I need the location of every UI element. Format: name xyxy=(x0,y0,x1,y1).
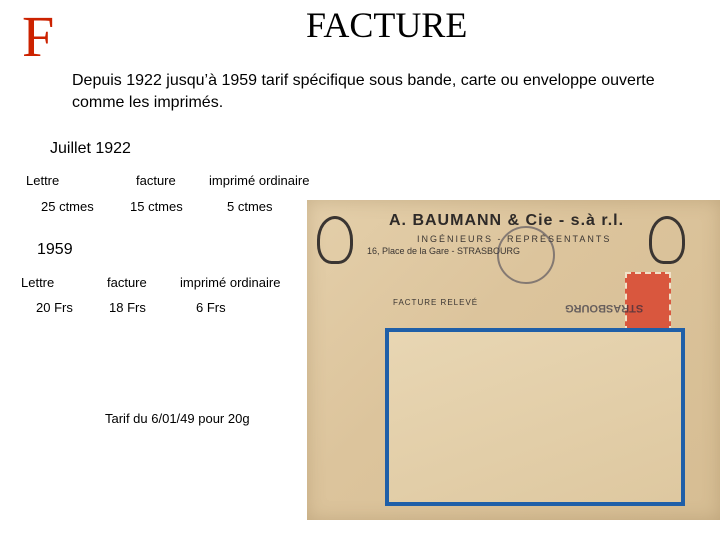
envelope-window xyxy=(385,328,685,506)
cancellation-mark: STRASBOURG xyxy=(565,302,644,314)
decorative-initial: F xyxy=(22,4,55,69)
section-1922-value-lettre: 25 ctmes xyxy=(41,199,94,214)
section-1959-value-imprime: 6 Frs xyxy=(196,300,226,315)
envelope-image xyxy=(307,200,720,520)
section-1922-value-imprime: 5 ctmes xyxy=(227,199,273,214)
section-1959-header-lettre: Lettre xyxy=(21,275,55,290)
tariff-note: Tarif du 6/01/49 pour 20g xyxy=(105,411,250,426)
section-1922-header-imprime: imprimé ordinaire xyxy=(209,173,310,188)
section-1922-heading: Juillet 1922 xyxy=(50,140,131,157)
intro-text: Depuis 1922 jusqu’à 1959 tarif spécifique sous bande, carte ou enveloppe ouverte comme les imprimés. xyxy=(72,72,655,111)
envelope-subline: INGÉNIEURS - REPRÉSENTANTS xyxy=(417,234,612,244)
section-1959-value-facture: 18 Frs xyxy=(109,300,146,315)
company-logo-right xyxy=(649,216,685,264)
company-logo-left xyxy=(317,216,353,264)
section-1959-value-lettre: 20 Frs xyxy=(36,300,73,315)
section-1922-header-facture: facture xyxy=(136,173,176,188)
section-1922-value-facture: 15 ctmes xyxy=(130,199,183,214)
envelope-company-name: A. BAUMANN & Cie - s.à r.l. xyxy=(389,212,625,229)
section-1959-header-imprime: imprimé ordinaire xyxy=(180,275,281,290)
page-title: FACTURE xyxy=(306,5,468,45)
section-1959-heading: 1959 xyxy=(37,241,73,258)
envelope-doc-label: FACTURE RELEVÉ xyxy=(393,298,479,307)
section-1959-header-facture: facture xyxy=(107,275,147,290)
section-1922-header-lettre: Lettre xyxy=(26,173,60,188)
postmark xyxy=(497,226,555,284)
envelope-address: 16, Place de la Gare - STRASBOURG xyxy=(367,246,521,256)
